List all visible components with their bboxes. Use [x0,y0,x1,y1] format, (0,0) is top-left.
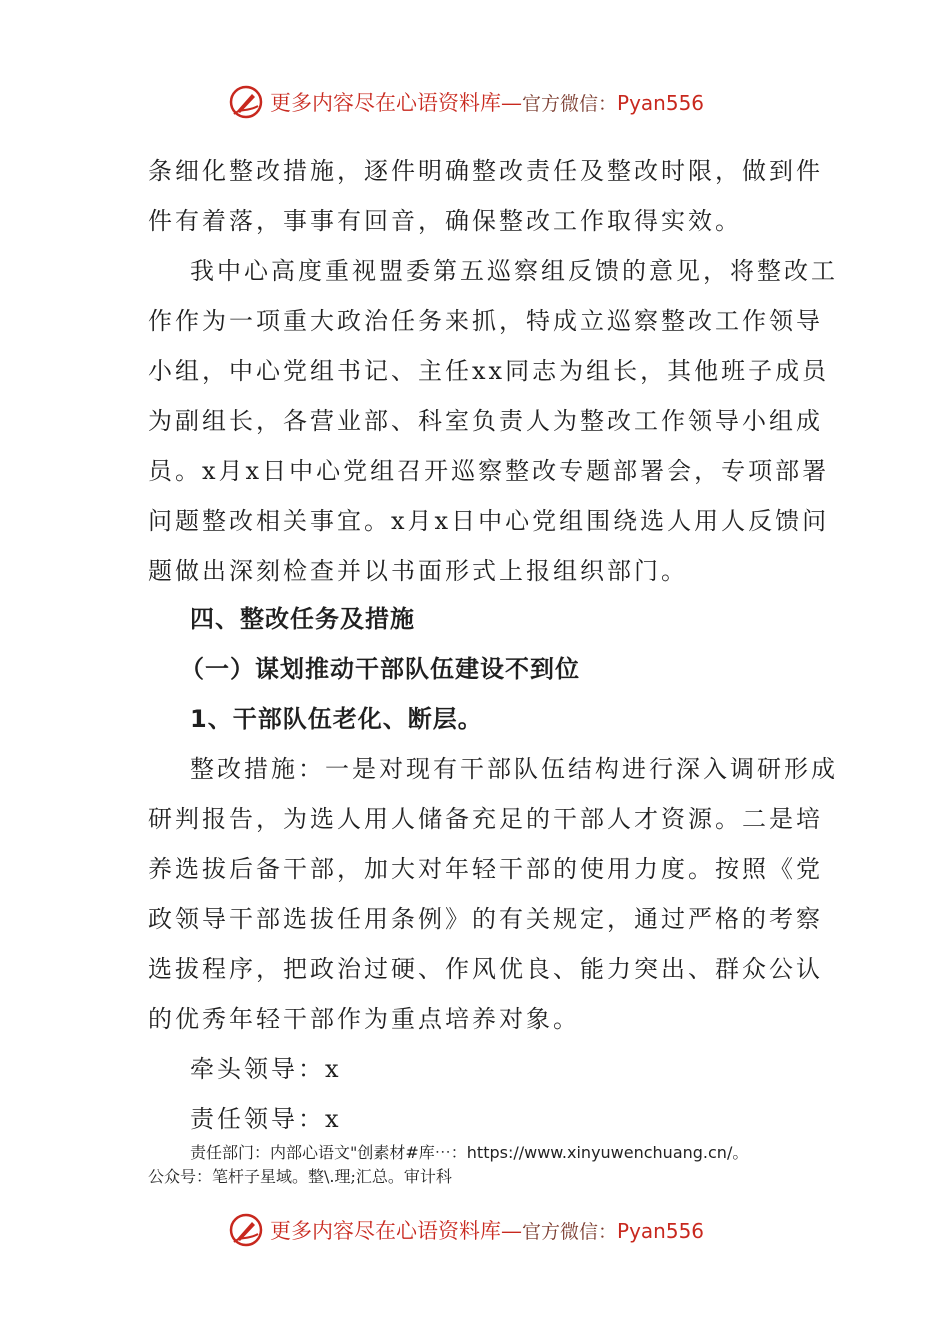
banner-wechat-id: Pyan556 [617,91,705,115]
paragraph-line: 作作为一项重大政治任务来抓，特成立巡察整改工作领导 [148,307,823,335]
paragraph-line: 问题整改相关事宜。x月x日中心党组围绕选人用人反馈问 [148,507,830,535]
subsection-heading: （一）谋划推动干部队伍建设不到位 [180,655,580,683]
measures-line: 养选拔后备干部，加大对年轻干部的使用力度。按照《党 [148,855,823,883]
banner-official-label: 官方微信： [522,1221,618,1243]
paragraph-line: 员。x月x日中心党组召开巡察整改专题部署会，专项部署 [148,457,830,485]
pen-logo-icon [228,84,264,120]
paragraph-line: 我中心高度重视盟委第五巡察组反馈的意见，将整改工 [190,257,838,285]
banner-text [270,87,704,117]
footer-note-line2: 公众号：笔杆子星域。整\.理;汇总。审计科 [148,1167,452,1186]
paragraph-line: 小组，中心党组书记、主任xx同志为组长，其他班子成员 [148,357,830,385]
banner-official-label: 官方微信： [522,93,618,115]
item-heading: 1、干部队伍老化、断层。 [190,705,483,733]
paragraph-line: 条细化整改措施，逐件明确整改责任及整改时限，做到件 [148,157,823,185]
paragraph-line: 题做出深刻检查并以书面形式上报组织部门。 [148,557,688,585]
footer-note-url[interactable]: https://www.xinyuwenchuang.cn/ [466,1143,733,1162]
measures-line: 研判报告，为选人用人储备充足的干部人才资源。二是培 [148,805,823,833]
header-banner [228,80,728,124]
paragraph-line: 为副组长，各营业部、科室负责人为整改工作领导小组成 [148,407,823,435]
measures-line: 选拔程序，把政治过硬、作风优良、能力突出、群众公认 [148,955,823,983]
banner-text [270,1215,704,1245]
banner-brand: 更多内容尽在心语资料库 [270,1219,501,1243]
banner-wechat-id: Pyan556 [617,1219,705,1243]
footer-note-prefix: 责任部门：内部心语文"创素材#库⋯： [190,1143,467,1162]
banner-dash: — [501,91,522,115]
section-heading: 四、整改任务及措施 [190,605,415,633]
responsible-leader: 责任领导：x [190,1105,342,1133]
footer-note-line1 [190,1142,748,1164]
banner-dash: — [501,1219,522,1243]
banner-brand: 更多内容尽在心语资料库 [270,91,501,115]
measures-line: 政领导干部选拔任用条例》的有关规定，通过严格的考察 [148,905,823,933]
measures-line: 的优秀年轻干部作为重点培养对象。 [148,1005,580,1033]
pen-logo-icon [228,1212,264,1248]
paragraph-line: 件有着落，事事有回音，确保整改工作取得实效。 [148,207,742,235]
footer-note-suffix: 。 [732,1143,749,1162]
measures-line: 整改措施：一是对现有干部队伍结构进行深入调研形成 [190,755,838,783]
footer-banner [228,1208,728,1252]
lead-leader: 牵头领导：x [190,1055,342,1083]
